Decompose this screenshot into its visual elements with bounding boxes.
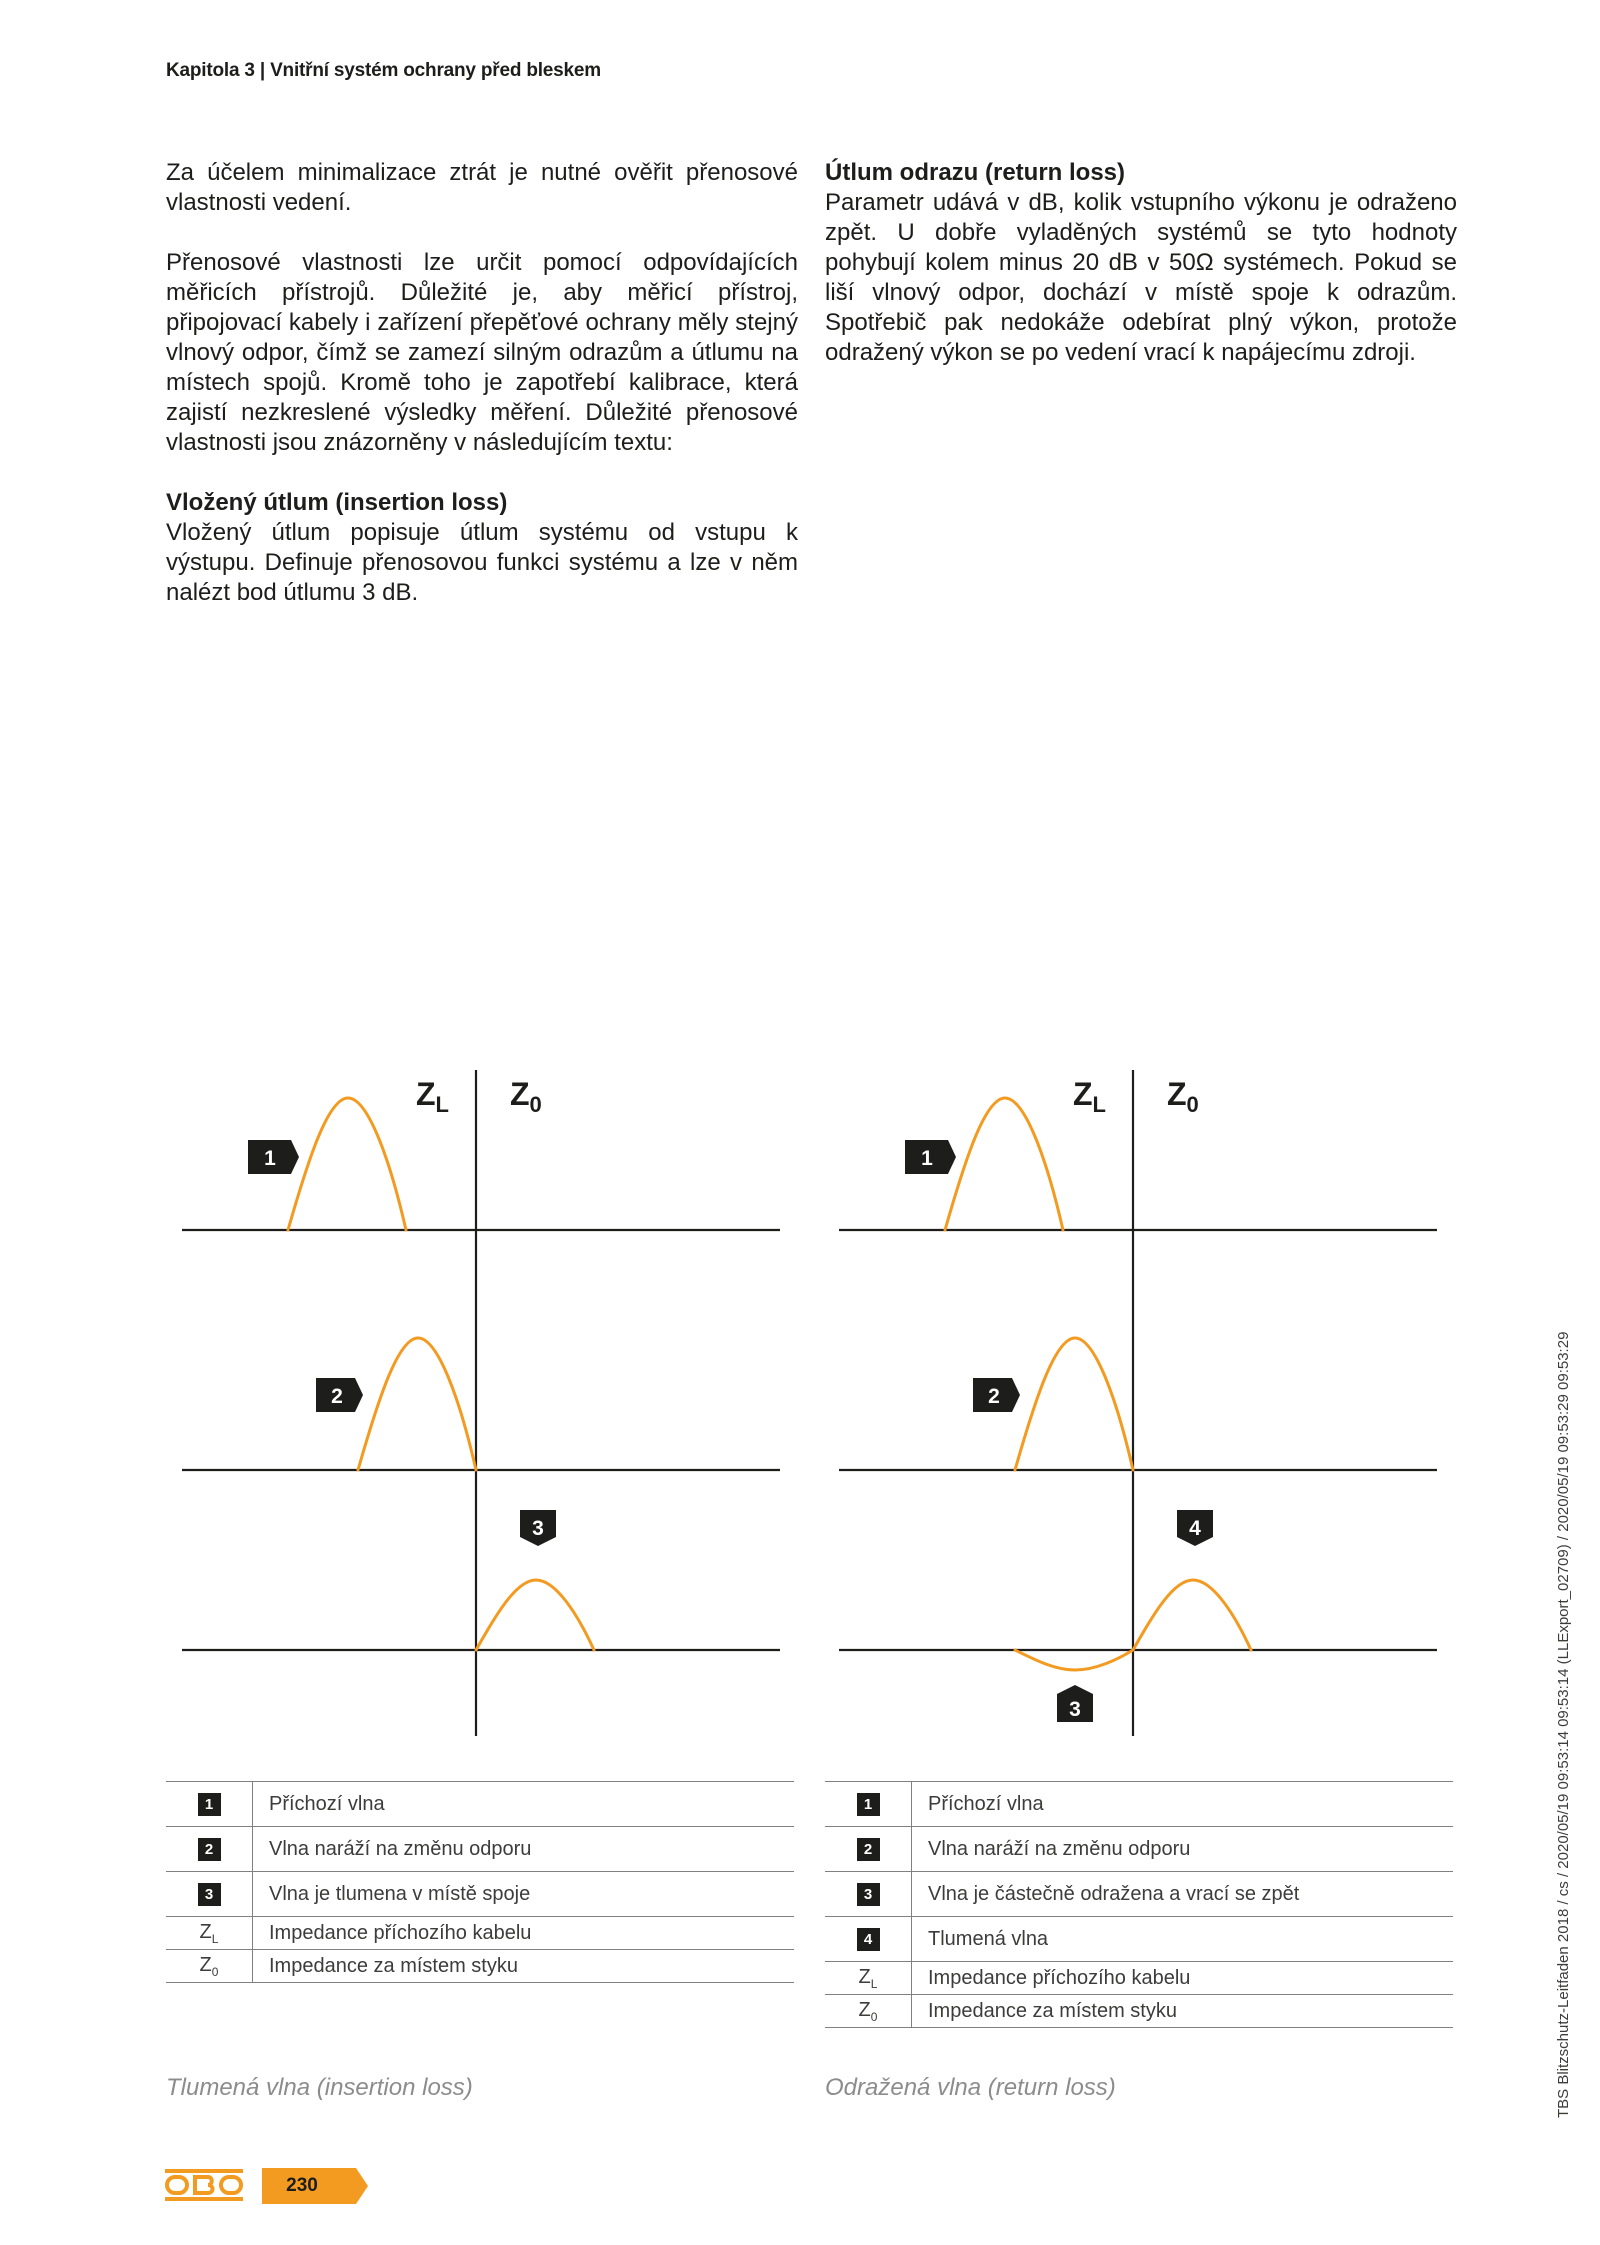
legend-text: Příchozí vlna [912, 1782, 1454, 1827]
legend-row [825, 1962, 1453, 1995]
legend-text: Tlumená vlna [912, 1917, 1454, 1962]
z-left-label: $Z_L$ [416, 1076, 449, 1117]
legend-key-z0: $Z_0$ [199, 1953, 219, 1979]
legend-key-zl: $Z_L$ [199, 1920, 219, 1946]
legend-key-1: 1 [857, 1793, 880, 1816]
tag-1 [905, 1140, 956, 1174]
legend-row [166, 1827, 794, 1872]
insertion-loss-heading: Vložený útlum (insertion loss) [166, 489, 508, 516]
page-number: 230 [286, 2175, 318, 2196]
obo-logo [164, 2168, 244, 2202]
legend-key-zl: $Z_L$ [858, 1965, 878, 1991]
legend-key-2: 2 [857, 1838, 880, 1861]
legend-row [825, 1872, 1453, 1917]
legend-key-2: 2 [198, 1838, 221, 1861]
legend-text: Vlna naráží na změnu odporu [253, 1827, 795, 1872]
insertion-loss-legend [166, 1781, 794, 1983]
side-print-info: TBS Blitzschutz-Leitfaden 2018 / cs / 2020/05/19 09:53:14 09:53:14 (LLExport_02709) / 2020/05/19 09:53:29 09:53:29 [1555, 1331, 1572, 2118]
tag-3 [520, 1510, 556, 1546]
legend-row [166, 1872, 794, 1917]
legend-row [825, 1995, 1453, 2028]
intro-paragraph: Za účelem minimalizace ztrát je nutné ověřit přenosové vlastnosti vedení. [166, 159, 798, 216]
attenuated-wave [476, 1580, 594, 1650]
legend-text: Impedance za místem styku [912, 1995, 1454, 2028]
svg-text:2: 2 [988, 1385, 1000, 1408]
insertion-loss-caption: Tlumená vlna (insertion loss) [166, 2074, 473, 2101]
tag-3 [1057, 1685, 1093, 1722]
legend-row [825, 1827, 1453, 1872]
wave-at-impedance-change [1015, 1338, 1133, 1470]
svg-text:1: 1 [921, 1147, 933, 1170]
legend-text: Příchozí vlna [253, 1782, 795, 1827]
measurement-paragraph: Přenosové vlastnosti lze určit pomocí odpovídajících měřicích přístrojů. Důležité je, aby měřicí přístroj, připojovací kabely i zařízení přepěťové ochrany měly stejný vlnový odpor, čímž se zamezí silným odrazům a útlumu na místech spojů. Kromě toho je zapotřebí kalibrace, která zajistí nezkreslené výsledky měření. Důležité přenosové vlastnosti jsou znázorněny v následujícím textu: [166, 249, 798, 456]
legend-key-3: 3 [198, 1883, 221, 1906]
tag-1 [248, 1140, 299, 1174]
legend-text: Vlna naráží na změnu odporu [912, 1827, 1454, 1872]
legend-text: Vlna je částečně odražena a vrací se zpět [912, 1872, 1454, 1917]
wave-at-impedance-change [358, 1338, 476, 1470]
page-header: Kapitola 3 | Vnitřní systém ochrany před bleskem [166, 60, 601, 81]
svg-text:3: 3 [1069, 1698, 1081, 1721]
legend-row [166, 1782, 794, 1827]
z-left-label: $Z_L$ [1073, 1076, 1106, 1117]
legend-key-4: 4 [857, 1928, 880, 1951]
reflected-wave [1015, 1650, 1133, 1670]
incoming-wave [288, 1098, 406, 1230]
return-loss-heading: Útlum odrazu (return loss) [825, 159, 1126, 186]
legend-key-3: 3 [857, 1883, 880, 1906]
legend-text: Vlna je tlumena v místě spoje [253, 1872, 795, 1917]
legend-row [825, 1917, 1453, 1962]
tag-4 [1177, 1510, 1213, 1546]
left-text-column [166, 158, 798, 608]
legend-row [166, 1950, 794, 1983]
z-right-label: $Z_0$ [510, 1076, 542, 1117]
legend-row [166, 1917, 794, 1950]
return-loss-caption: Odražená vlna (return loss) [825, 2074, 1116, 2101]
legend-row [825, 1782, 1453, 1827]
z-right-label: $Z_0$ [1167, 1076, 1199, 1117]
svg-text:2: 2 [331, 1385, 343, 1408]
tag-2 [973, 1378, 1020, 1412]
return-loss-paragraph: Parametr udává v dB, kolik vstupního výkonu je odraženo zpět. U dobře vyladěných systémů se tyto hodnoty pohybují kolem minus 20 dB v 50Ω systémech. Pokud se liší vlnový odpor, dochází v místě spoje k odrazům. Spotřebič pak nedokáže odebírat plný výkon, protože odražený výkon se po vedení vrací k napájecímu zdroji. [825, 189, 1457, 366]
svg-text:4: 4 [1189, 1517, 1201, 1540]
legend-text: Impedance příchozího kabelu [253, 1917, 795, 1950]
right-text-column [825, 158, 1457, 368]
return-loss-diagram [837, 1040, 1447, 1740]
legend-key-z0: $Z_0$ [858, 1998, 878, 2024]
svg-text:3: 3 [532, 1517, 544, 1540]
insertion-loss-paragraph: Vložený útlum popisuje útlum systému od vstupu k výstupu. Definuje přenosovou funkci systému a lze v něm nalézt bod útlumu 3 dB. [166, 519, 798, 606]
svg-text:1: 1 [264, 1147, 276, 1170]
legend-text: Impedance za místem styku [253, 1950, 795, 1983]
legend-key-1: 1 [198, 1793, 221, 1816]
incoming-wave [945, 1098, 1063, 1230]
return-loss-legend [825, 1781, 1453, 2028]
attenuated-wave [1133, 1580, 1251, 1650]
legend-text: Impedance příchozího kabelu [912, 1962, 1454, 1995]
tag-2 [316, 1378, 363, 1412]
insertion-loss-diagram [180, 1040, 790, 1740]
